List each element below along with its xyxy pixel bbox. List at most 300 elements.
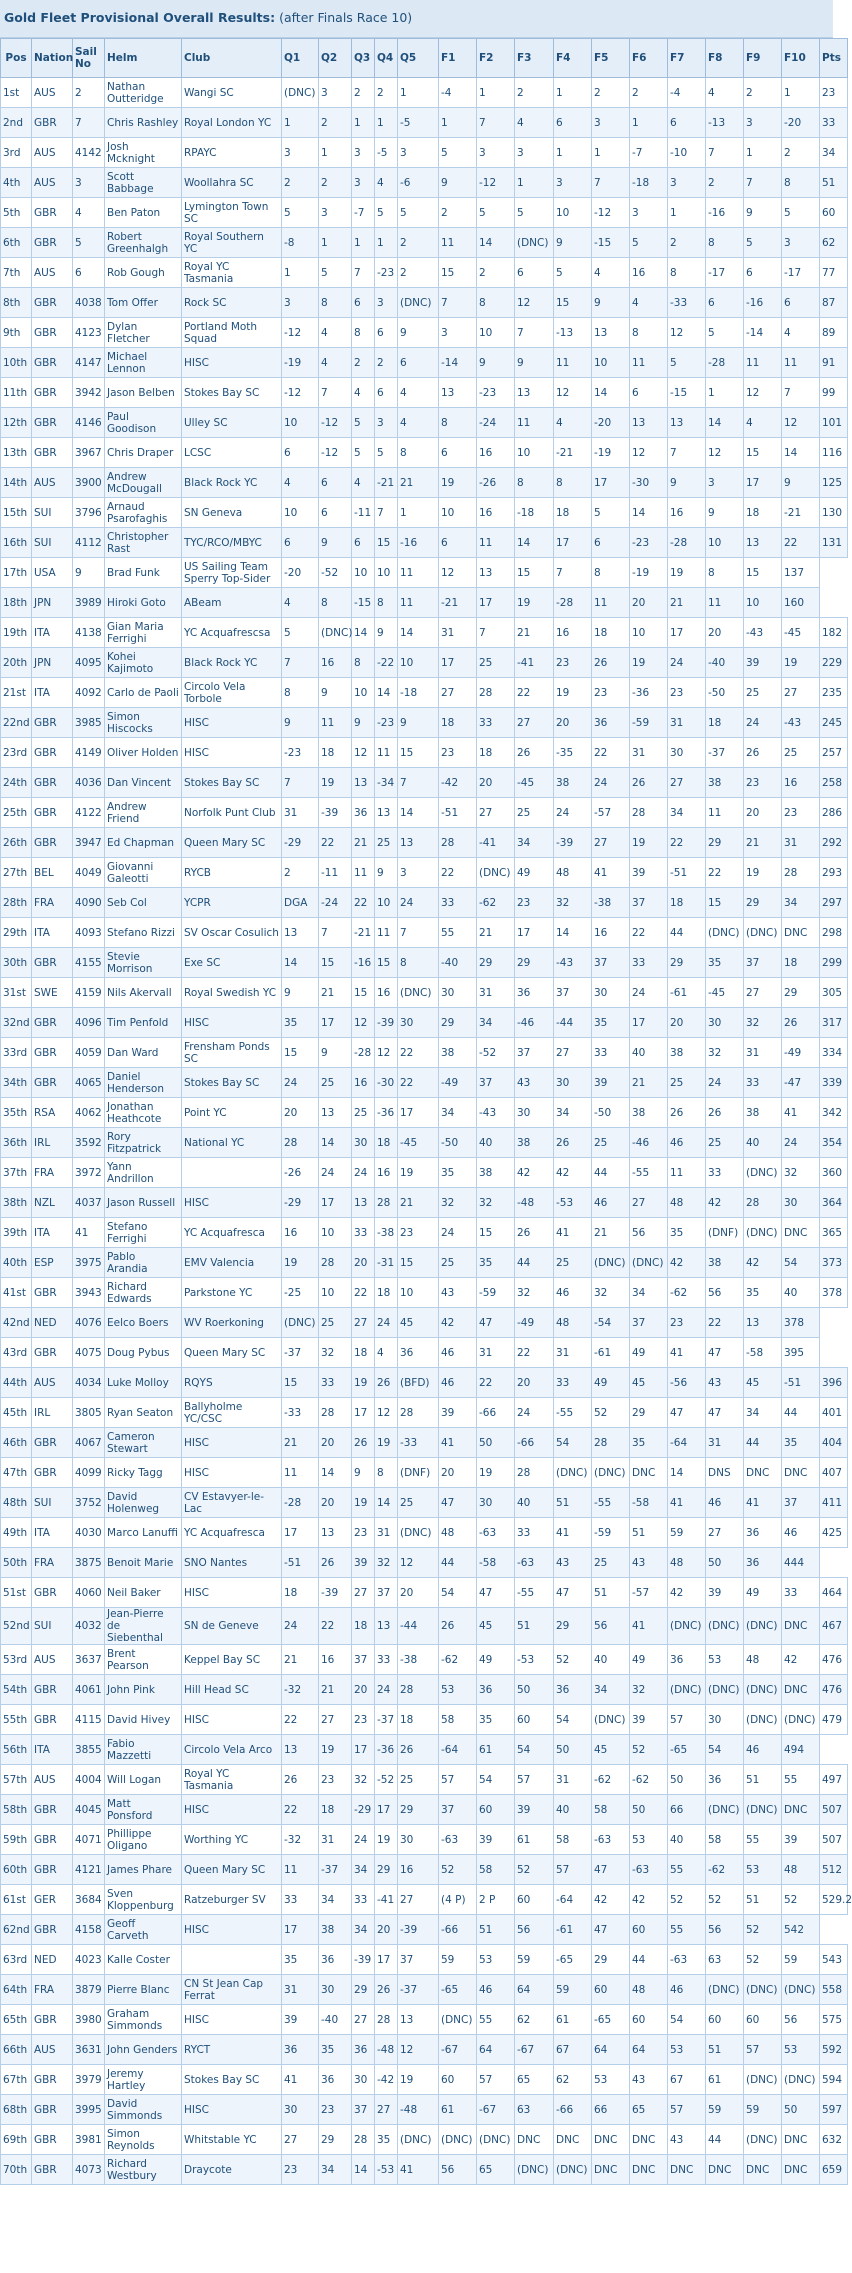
table-cell: 27 [352,2005,375,2035]
table-cell: AUS [32,1645,73,1675]
table-cell: 29 [375,1855,398,1885]
table-cell: 51 [515,1608,554,1645]
table-cell: 25 [706,1128,744,1158]
table-cell: 4 [706,78,744,108]
table-cell: -64 [439,1735,477,1765]
table-cell: 27 [782,678,820,708]
table-cell: 11 [554,348,592,378]
table-cell: 3879 [73,1975,105,2005]
table-cell: ITA [32,678,73,708]
table-cell: 2 [375,78,398,108]
table-cell: 37 [375,1578,398,1608]
table-cell: 14 [782,438,820,468]
table-row [1,2065,848,2095]
table-cell: AUS [32,258,73,288]
table-cell: DNC [630,1458,668,1488]
table-cell: -62 [592,1765,630,1795]
table-cell: 334 [820,1038,848,1068]
table-cell: 38 [554,768,592,798]
table-row [1,1218,848,1248]
table-cell: 77 [820,258,848,288]
table-cell: GBR [32,378,73,408]
table-cell: DNC [668,2155,706,2185]
table-cell [182,1158,282,1188]
table-cell: GBR [32,2005,73,2035]
table-cell: 3592 [73,1128,105,1158]
table-cell: -19 [592,438,630,468]
table-row [1,918,848,948]
table-cell: 558 [820,1975,848,2005]
table-cell: 64 [592,2035,630,2065]
table-cell: 35 [319,2035,352,2065]
table-cell: Yann Andrillon [105,1158,182,1188]
column-header: F9 [744,39,782,78]
table-cell: DNC [630,2155,668,2185]
table-cell: (DNC) [319,618,352,648]
table-cell: 35 [439,1158,477,1188]
table-cell: 22 [352,1278,375,1308]
table-cell: -52 [477,1038,515,1068]
table-cell: Daniel Henderson [105,1068,182,1098]
table-cell: 21 [319,1675,352,1705]
table-cell: -23 [375,708,398,738]
table-cell: 10 [477,318,515,348]
table-cell: 10 [515,438,554,468]
table-cell: 10 [398,648,439,678]
table-cell: 21st [1,678,32,708]
table-cell: (DNF) [398,1458,439,1488]
table-cell: 4159 [73,978,105,1008]
table-cell: 10 [744,588,782,618]
table-row [1,2095,848,2125]
table-cell: DNC [706,2155,744,2185]
table-cell: 34th [1,1068,32,1098]
table-cell: (DNC) [744,918,782,948]
table-cell: 13 [352,768,375,798]
table-cell: GBR [32,1008,73,1038]
table-cell: 1 [352,228,375,258]
table-cell: 26 [515,1218,554,1248]
table-cell: AUS [32,1765,73,1795]
table-cell: 364 [820,1188,848,1218]
table-cell: 42 [439,1308,477,1338]
table-row [1,1608,848,1645]
table-cell: -59 [630,708,668,738]
table-cell: -23 [375,258,398,288]
table-cell: (DNC) [782,1705,820,1735]
column-header: Pos [1,39,32,78]
table-cell: 47 [592,1855,630,1885]
table-cell: HISC [182,1795,282,1825]
table-cell: 65 [630,2095,668,2125]
table-cell: 23 [319,1765,352,1795]
table-cell: 39 [439,1398,477,1428]
table-cell: Ballyholme YC/CSC [182,1398,282,1428]
table-cell: (DNC) [782,2065,820,2095]
table-cell: 401 [820,1398,848,1428]
table-cell: 30 [398,1825,439,1855]
table-cell: 12 [668,318,706,348]
table-row [1,2155,848,2185]
table-cell: 31 [282,1975,319,2005]
table-cell: 27 [477,798,515,828]
table-cell: 61 [515,1825,554,1855]
table-cell: 13 [375,798,398,828]
table-cell: 3637 [73,1645,105,1675]
table-cell: 4071 [73,1825,105,1855]
table-cell: 44 [630,1945,668,1975]
table-cell: 31 [554,1765,592,1795]
table-cell: Jeremy Hartley [105,2065,182,2095]
table-cell: AUS [32,78,73,108]
table-cell: 16 [477,498,515,528]
table-cell: 12 [375,1038,398,1068]
table-cell: 52 [515,1855,554,1885]
table-cell: -55 [515,1578,554,1608]
table-cell: 22 [515,1338,554,1368]
table-cell: 13 [398,2005,439,2035]
table-cell: 19 [398,2065,439,2095]
table-cell: 16 [282,1218,319,1248]
table-cell: 36 [477,1675,515,1705]
table-row [1,1795,848,1825]
table-cell: 9 [592,288,630,318]
table-cell: -58 [744,1338,782,1368]
table-cell: 21 [630,1068,668,1098]
table-cell: 33 [592,1038,630,1068]
table-cell: 3 [398,858,439,888]
table-cell: 36 [554,1675,592,1705]
table-cell: 24 [706,1068,744,1098]
column-header: F8 [706,39,744,78]
table-cell: 15 [744,558,782,588]
table-cell: 36 [744,1518,782,1548]
table-cell: 52 [668,1885,706,1915]
table-cell: 17 [319,1008,352,1038]
table-cell: 512 [820,1855,848,1885]
table-cell: ITA [32,1735,73,1765]
table-cell: 17 [744,468,782,498]
table-cell: 32 [515,1278,554,1308]
table-cell: 41 [554,1218,592,1248]
table-cell: 13 [319,1098,352,1128]
table-cell: GBR [32,708,73,738]
table-cell: 39 [744,648,782,678]
table-cell: 3875 [73,1548,105,1578]
table-cell: (DNC) [477,2125,515,2155]
table-cell: 1 [554,78,592,108]
table-cell: 8 [782,168,820,198]
table-cell: 28 [515,1458,554,1488]
table-cell: 22 [282,1705,319,1735]
table-cell: 32 [375,1548,398,1578]
table-cell: 4 [282,588,319,618]
table-cell: 9 [477,348,515,378]
table-cell: 65th [1,2005,32,2035]
table-cell: 28 [375,2005,398,2035]
table-cell: 4123 [73,318,105,348]
table-cell: 34 [352,1915,375,1945]
table-cell: BEL [32,858,73,888]
table-cell: -51 [282,1548,319,1578]
table-cell: -37 [282,1338,319,1368]
table-cell: -54 [592,1308,630,1338]
table-cell: 46 [782,1518,820,1548]
table-cell: 38 [706,768,744,798]
table-cell: 479 [820,1705,848,1735]
table-cell: 37 [630,888,668,918]
column-header: Q3 [352,39,375,78]
table-cell: 12 [439,558,477,588]
table-cell: 29 [592,1945,630,1975]
table-cell: 15 [439,258,477,288]
table-cell: -47 [782,1068,820,1098]
table-cell: 13 [375,1608,398,1645]
table-cell: FRA [32,1158,73,1188]
table-cell: 12 [782,408,820,438]
table-cell: 23 [744,768,782,798]
table-cell: 21 [668,588,706,618]
table-cell: 53 [592,2065,630,2095]
table-cell: 10 [352,678,375,708]
table-cell: 5 [592,498,630,528]
table-cell: 4096 [73,1008,105,1038]
table-cell: 29 [668,948,706,978]
table-cell: 60 [515,1885,554,1915]
table-cell: 54 [439,1578,477,1608]
table-cell: 6 [73,258,105,288]
table-cell: 13 [668,408,706,438]
table-cell: Hill Head SC [182,1675,282,1705]
table-cell: 40 [477,1128,515,1158]
table-cell: Simon Reynolds [105,2125,182,2155]
table-cell: -12 [477,168,515,198]
table-cell: 22 [477,1368,515,1398]
table-cell: 28 [398,1398,439,1428]
table-cell: 29 [398,1795,439,1825]
table-cell: 55th [1,1705,32,1735]
table-cell: 305 [820,978,848,1008]
table-cell: 38 [744,1098,782,1128]
table-cell: 35th [1,1098,32,1128]
table-cell: 34 [319,2155,352,2185]
table-cell: (DNC) [592,1458,630,1488]
table-cell: 2 [282,168,319,198]
table-cell: 36 [282,2035,319,2065]
table-cell: 4th [1,168,32,198]
table-cell: 34 [782,888,820,918]
table-cell: -46 [515,1008,554,1038]
table-cell: 19 [398,1158,439,1188]
table-cell: HISC [182,1458,282,1488]
table-cell: 26 [744,738,782,768]
table-cell: 5 [515,198,554,228]
table-cell: 12 [398,2035,439,2065]
table-cell: 592 [820,2035,848,2065]
table-cell: -48 [398,2095,439,2125]
table-cell: 34 [630,1278,668,1308]
table-cell: Stokes Bay SC [182,2065,282,2095]
table-cell: 3 [282,288,319,318]
table-cell: 59 [668,1518,706,1548]
table-cell: 23rd [1,738,32,768]
table-cell: HISC [182,1578,282,1608]
table-cell: 62nd [1,1915,32,1945]
table-cell: 57 [439,1765,477,1795]
table-cell: FRA [32,888,73,918]
table-row [1,1098,848,1128]
table-cell: GBR [32,318,73,348]
table-cell: GBR [32,768,73,798]
table-cell: 286 [820,798,848,828]
table-cell: 8 [630,318,668,348]
table-cell: Circolo Vela Arco [182,1735,282,1765]
table-cell: 9 [782,468,820,498]
table-cell: 57 [554,1855,592,1885]
table-cell: 4122 [73,798,105,828]
table-cell: 5 [744,228,782,258]
table-cell: -67 [477,2095,515,2125]
table-cell: 18 [782,948,820,978]
table-cell: 55 [439,918,477,948]
table-cell: 425 [820,1518,848,1548]
table-cell: 47 [706,1338,744,1368]
table-cell: 20 [744,798,782,828]
table-cell: GBR [32,1338,73,1368]
table-cell: 40 [782,1278,820,1308]
table-cell: (DNC) [744,2125,782,2155]
table-cell: SN Geneva [182,498,282,528]
table-cell: 63rd [1,1945,32,1975]
table-row [1,2035,848,2065]
table-cell: 32 [592,1278,630,1308]
table-cell: 26 [668,1098,706,1128]
table-cell: 26 [630,768,668,798]
table-cell: 28 [744,1188,782,1218]
table-cell: -50 [706,678,744,708]
table-cell: -13 [706,108,744,138]
table-cell: 65 [477,2155,515,2185]
table-cell: 4 [398,408,439,438]
table-cell: 14 [352,2155,375,2185]
table-row [1,348,848,378]
table-cell: 4049 [73,858,105,888]
table-cell: AUS [32,1368,73,1398]
table-cell: 11 [630,348,668,378]
table-cell: 4075 [73,1338,105,1368]
table-cell: 32 [352,1765,375,1795]
table-cell: 3 [352,168,375,198]
table-cell: 23 [592,678,630,708]
table-cell: 37 [592,948,630,978]
table-cell: GBR [32,2155,73,2185]
table-cell: 5 [319,258,352,288]
table-cell: 10 [319,1218,352,1248]
table-cell: 317 [820,1008,848,1038]
table-cell: -10 [668,138,706,168]
table-cell: 19th [1,618,32,648]
table-cell: 3972 [73,1158,105,1188]
table-cell: GER [32,1885,73,1915]
table-cell: 42 [554,1158,592,1188]
table-cell: DGA [282,888,319,918]
table-cell: 9th [1,318,32,348]
table-cell: 3684 [73,1885,105,1915]
table-cell: 5 [630,228,668,258]
table-cell: Ricky Tagg [105,1458,182,1488]
table-cell: 25 [319,1308,352,1338]
table-cell: 23 [439,738,477,768]
table-cell: 3 [73,168,105,198]
table-cell: 26 [706,1098,744,1128]
table-cell: 12 [352,738,375,768]
table-cell: 25 [319,1068,352,1098]
table-cell: Cameron Stewart [105,1428,182,1458]
table-cell: 30 [352,1128,375,1158]
table-cell: 6 [352,288,375,318]
table-cell: -16 [398,528,439,558]
table-cell: (DNC) [744,2065,782,2095]
table-cell: 16 [375,978,398,1008]
table-cell: Stokes Bay SC [182,768,282,798]
table-cell: 34 [439,1098,477,1128]
table-cell: 2 [630,78,668,108]
table-row [1,1368,848,1398]
table-cell: 43 [630,1548,668,1578]
table-cell: 2 [73,78,105,108]
table-cell: -37 [319,1855,352,1885]
table-cell: 125 [820,468,848,498]
table-cell: 24 [282,1608,319,1645]
table-cell: 3rd [1,138,32,168]
table-row [1,648,848,678]
table-cell: 19 [319,768,352,798]
table-cell: 411 [820,1488,848,1518]
table-cell: 15 [319,948,352,978]
table-cell: 48 [630,1975,668,2005]
table-cell: 4146 [73,408,105,438]
table-cell: Dan Vincent [105,768,182,798]
table-cell: Ed Chapman [105,828,182,858]
table-cell: 575 [820,2005,848,2035]
table-cell: 34 [668,798,706,828]
table-cell: 7 [515,318,554,348]
table-cell: 7 [439,288,477,318]
table-cell: David Simmonds [105,2095,182,2125]
table-cell: 7 [668,438,706,468]
table-cell: 32 [477,1188,515,1218]
table-cell: 21 [282,1428,319,1458]
table-cell: 46 [554,1278,592,1308]
table-cell: GBR [32,1458,73,1488]
table-cell: 41 [282,2065,319,2095]
table-cell: 60 [439,2065,477,2095]
table-cell: (DNC) [398,288,439,318]
table-cell: 2 [477,258,515,288]
table-cell: 57 [477,2065,515,2095]
table-cell: 26th [1,828,32,858]
table-cell: 18 [706,708,744,738]
table-row [1,528,848,558]
table-cell: DNS [706,1458,744,1488]
table-cell: 14 [706,408,744,438]
table-cell: 4037 [73,1188,105,1218]
table-cell: 354 [820,1128,848,1158]
table-cell: 44 [706,2125,744,2155]
table-cell: 464 [820,1578,848,1608]
table-cell: 2 [319,108,352,138]
table-cell: Wangi SC [182,78,282,108]
